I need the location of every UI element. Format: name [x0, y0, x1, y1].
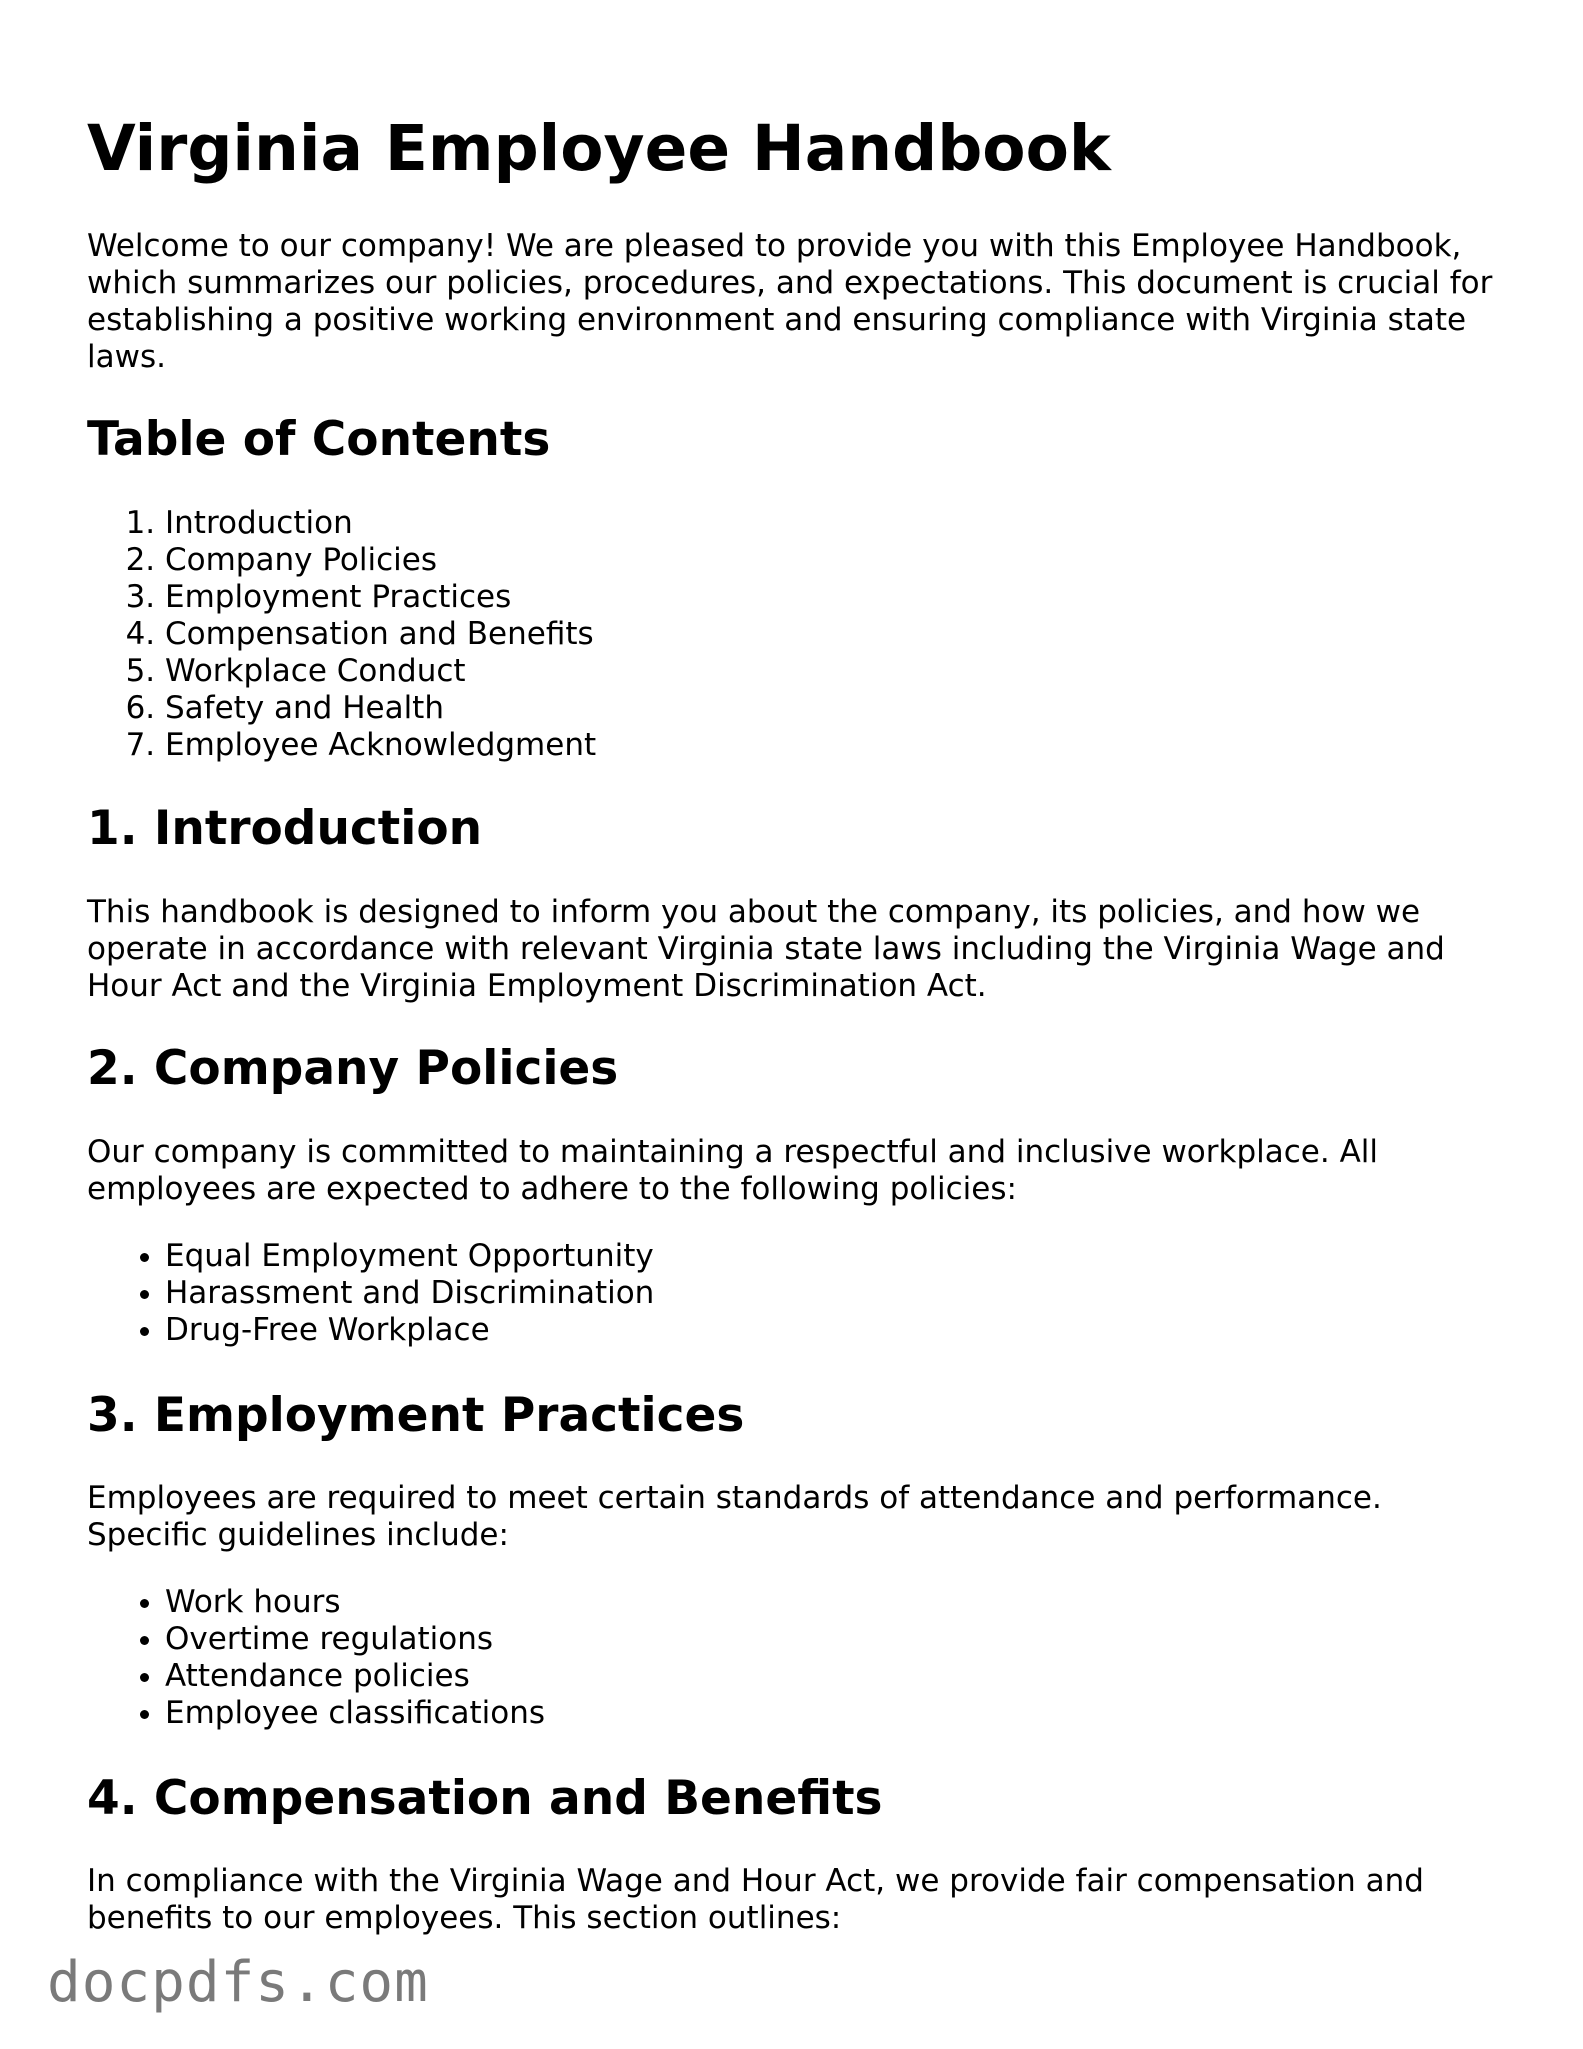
- section-heading-introduction: 1. Introduction: [87, 801, 483, 856]
- section-heading-compensation: 4. Compensation and Benefits: [87, 1771, 883, 1826]
- toc-item[interactable]: 1. Introduction: [165, 505, 1465, 542]
- toc-item[interactable]: 2. Company Policies: [165, 542, 1465, 579]
- list-item: • Equal Employment Opportunity: [165, 1238, 1465, 1275]
- section-heading-employment-practices: 3. Employment Practices: [87, 1388, 745, 1443]
- list-item: • Work hours: [165, 1584, 1465, 1621]
- toc-item[interactable]: 3. Employment Practices: [165, 579, 1465, 616]
- list-item: • Overtime regulations: [165, 1621, 1465, 1658]
- intro-paragraph: Welcome to our company! We are pleased to provide you with this Employee Handbook, which summarizes our policies, procedures, and expectations. This document is crucial for establishing a positive working environment and ensuring compliance with Virginia state laws.: [87, 228, 1493, 375]
- list-item: • Harassment and Discrimination: [165, 1275, 1465, 1312]
- toc-list: [87, 505, 1465, 764]
- section-heading-company-policies: 2. Company Policies: [87, 1041, 619, 1096]
- introduction-body: This handbook is designed to inform you about the company, its policies, and how we operate in accordance with relevant Virginia state laws including the Virginia Wage and Hour Act and the Virginia Employment Discrimination Act.: [87, 894, 1445, 1004]
- list-item: • Employee classifications: [165, 1695, 1465, 1732]
- toc-item[interactable]: 4. Compensation and Benefits: [165, 616, 1465, 653]
- page-title: Virginia Employee Handbook: [87, 112, 1111, 185]
- toc-item[interactable]: 7. Employee Acknowledgment: [165, 727, 1465, 764]
- toc-item[interactable]: 6. Safety and Health: [165, 690, 1465, 727]
- toc-heading: Table of Contents: [87, 412, 551, 467]
- watermark-text: docpdfs.com: [47, 1950, 429, 2015]
- employment-practices-list: [87, 1584, 1465, 1732]
- compensation-body: In compliance with the Virginia Wage and Hour Act, we provide fair compensation and benefits to our employees. This section outlines:: [87, 1863, 1424, 1936]
- list-item: • Attendance policies: [165, 1658, 1465, 1695]
- list-item: • Drug-Free Workplace: [165, 1312, 1465, 1349]
- company-policies-body: Our company is committed to maintaining a respectful and inclusive workplace. All employees are expected to adhere to the following policies:: [87, 1134, 1379, 1207]
- toc-item[interactable]: 5. Workplace Conduct: [165, 653, 1465, 690]
- company-policies-list: [87, 1238, 1465, 1349]
- employment-practices-body: Employees are required to meet certain standards of attendance and performance. Specific guidelines include:: [87, 1480, 1382, 1553]
